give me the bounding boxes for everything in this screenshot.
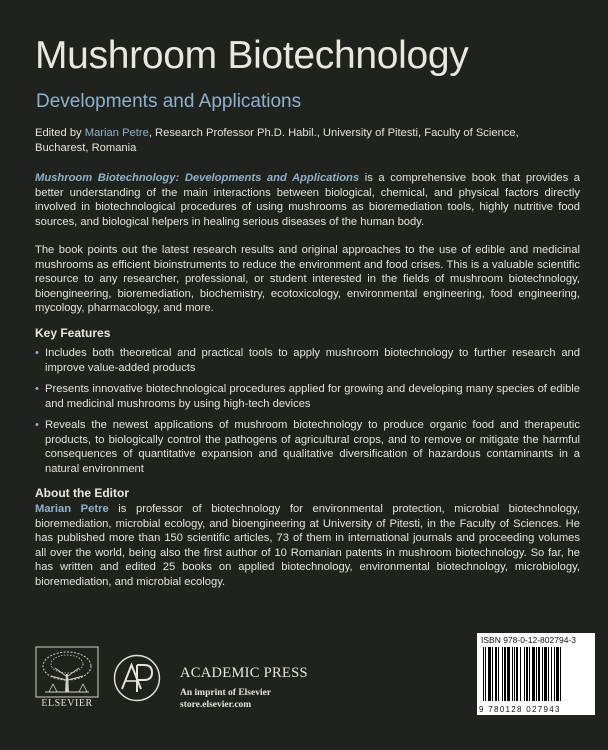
academic-press-name: ACADEMIC PRESS bbox=[180, 665, 308, 681]
description-paragraph: The book points out the latest research results and original approaches to the use of edible and medicinal mushrooms as efficient bioinstruments to reduce the environment and food crises. This is a valuable scientific resource to any researcher, professional, or student interested in the fields of mushroom biotechnology, bioengineering, bioremediation, biochemistry, ecotoxicology, environmental engineering, food engineering, mycology, pharmacology, and more. bbox=[35, 244, 580, 314]
bullet-icon: • bbox=[35, 383, 39, 395]
about-editor-text: is professor of biotechnology for environmental protection, microbial biotechnology, bioremediation, microbial ecology, and bioengineering at University of Pitesti, in the Faculty of Sciences. He has published more than 150 scientific articles, 73 of them in international journals and proceeding volumes all over the world, being also the first author of 10 Romanian patents in mushroom biotechnology. So far, he has written and edited 25 books on applied biotechnology, environmental biotechnology, microbiology, bioremediation, and microbial ecology. bbox=[35, 503, 580, 588]
edited-by-prefix: Edited by bbox=[35, 127, 85, 139]
key-features-list bbox=[35, 346, 580, 483]
elsevier-wordmark: ELSEVIER bbox=[41, 698, 93, 709]
book-title: Mushroom Biotechnology bbox=[35, 34, 469, 77]
barcode-bar bbox=[561, 647, 562, 701]
editor-name-link: Marian Petre bbox=[84, 127, 149, 139]
about-editor-heading: About the Editor bbox=[35, 486, 129, 500]
key-features-heading: Key Features bbox=[35, 326, 111, 340]
list-item bbox=[35, 346, 580, 375]
bullet-icon: • bbox=[35, 347, 39, 359]
intro-book-title: Mushroom Biotechnology: Developments and Applications bbox=[35, 172, 360, 184]
imprint-info bbox=[180, 687, 271, 711]
store-url: store.elsevier.com bbox=[180, 700, 252, 710]
editor-affiliation: , Research Professor Ph.D. Habil., University of Pitesti, Faculty of Science, Bucharest, Romania bbox=[35, 127, 519, 154]
imprint-line: An imprint of Elsevier bbox=[180, 688, 272, 698]
academic-press-logo bbox=[113, 654, 161, 702]
barcode-bars bbox=[483, 647, 589, 701]
edited-by-line bbox=[35, 126, 575, 155]
feature-text: Reveals the newest applications of mushroom biotechnology to produce organic food and therapeutic products, to biologically control the pathogens of agricultural crops, and to remove or mitigate the harmful consequences of quantitative expansion and qualitative diversification of hazardous contaminants in a natural environment bbox=[45, 419, 580, 475]
intro-text: is a comprehensive book that provides a better understanding of the main interactions between biological, chemical, and physical factors directly involved in biotechnological procedures of using mushrooms as bioremediation tools, highly nutritive food sources, and biological helpers in healing serious diseases of the human body. bbox=[35, 172, 580, 228]
list-item bbox=[35, 382, 580, 411]
barcode-number: 9 780128 027943 bbox=[479, 705, 561, 714]
bullet-icon: • bbox=[35, 419, 39, 431]
book-subtitle: Developments and Applications bbox=[36, 91, 302, 112]
about-editor-paragraph bbox=[35, 502, 580, 589]
about-editor-name: Marian Petre bbox=[35, 503, 109, 515]
list-item bbox=[35, 418, 580, 476]
isbn-barcode bbox=[477, 633, 595, 715]
intro-paragraph bbox=[35, 171, 580, 229]
isbn-text: ISBN 978-0-12-802794-3 bbox=[481, 635, 576, 645]
feature-text: Includes both theoretical and practical tools to apply mushroom biotechnology to further research and improve value-added products bbox=[45, 347, 580, 374]
feature-text: Presents innovative biotechnological procedures applied for growing and developing many species of edible and medicinal mushrooms by using high-tech devices bbox=[45, 383, 580, 410]
